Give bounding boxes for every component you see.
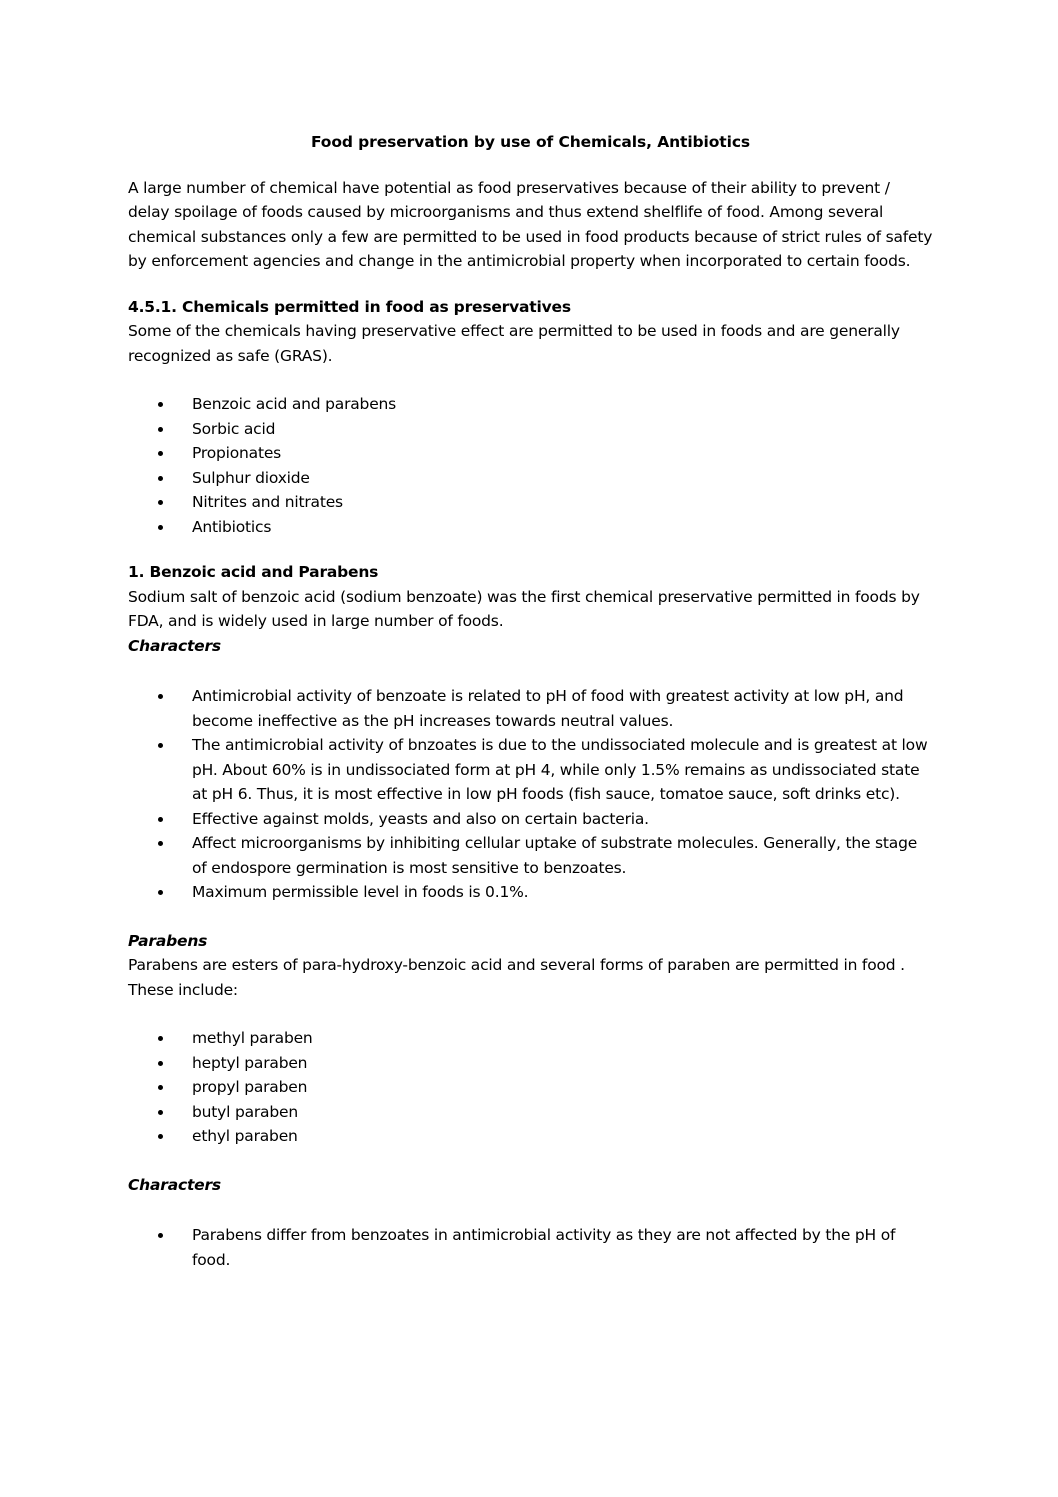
- list-item: heptyl paraben: [128, 1051, 933, 1076]
- spacer: [128, 368, 933, 392]
- permitted-chemicals-list: [128, 392, 933, 539]
- spacer: [128, 658, 933, 684]
- parabens-characters-label: Characters: [128, 1175, 221, 1194]
- benzoate-characters-list: [128, 684, 933, 905]
- list-item: Sulphur dioxide: [128, 466, 933, 491]
- list-item: The antimicrobial activity of bnzoates is due to the undissociated molecule and is greatest at low pH. About 60% is in undissociated form at pH 4, while only 1.5% remains as undissociated state at pH 6. Thus, it is most effective in low pH foods (fish sauce, tomatoe sauce, soft drinks etc).: [128, 733, 933, 807]
- list-item: ethyl paraben: [128, 1124, 933, 1149]
- list-item: methyl paraben: [128, 1026, 933, 1051]
- section-1-heading: 1. Benzoic acid and Parabens: [128, 563, 379, 581]
- list-item: Antibiotics: [128, 515, 933, 540]
- document-title: Food preservation by use of Chemicals, Antibiotics: [310, 133, 751, 151]
- list-item: Effective against molds, yeasts and also on certain bacteria.: [128, 807, 933, 832]
- list-item: Benzoic acid and parabens: [128, 392, 933, 417]
- document-body: [128, 130, 933, 1272]
- list-item: Propionates: [128, 441, 933, 466]
- spacer: [128, 1002, 933, 1026]
- list-item: butyl paraben: [128, 1100, 933, 1125]
- parabens-list: [128, 1026, 933, 1149]
- spacer: [128, 539, 933, 560]
- spacer: [128, 905, 933, 929]
- spacer: [128, 1197, 933, 1223]
- section-4-5-1-heading: 4.5.1. Chemicals permitted in food as preservatives: [128, 297, 571, 316]
- spacer: [128, 1149, 933, 1173]
- list-item: propyl paraben: [128, 1075, 933, 1100]
- intro-paragraph: A large number of chemical have potential as food preservatives because of their ability to prevent / delay spoilage of foods caused by microorganisms and thus extend shelflife of food. Among several chemical substances only a few are permitted to be used in food products because of strict rules of safety by enforcement agencies and change in the antimicrobial property when incorporated to certain foods.: [128, 178, 933, 270]
- list-item: Parabens differ from benzoates in antimicrobial activity as they are not affected by the pH of food.: [128, 1223, 933, 1272]
- section-1-text: Sodium salt of benzoic acid (sodium benzoate) was the first chemical preservative permitted in foods by FDA, and is widely used in large number of foods.: [128, 587, 920, 630]
- parabens-heading: Parabens: [128, 931, 208, 950]
- list-item: Antimicrobial activity of benzoate is related to pH of food with greatest activity at low pH, and become ineffective as the pH increases towards neutral values.: [128, 684, 933, 733]
- characters-label: Characters: [128, 636, 221, 655]
- parabens-text: Parabens are esters of para-hydroxy-benzoic acid and several forms of paraben are permitted in food . These include:: [128, 956, 905, 999]
- list-item: Sorbic acid: [128, 417, 933, 442]
- list-item: Maximum permissible level in foods is 0.1%.: [128, 880, 933, 905]
- parabens-characters-list: [128, 1223, 933, 1272]
- list-item: Nitrites and nitrates: [128, 490, 933, 515]
- section-4-5-1-text: Some of the chemicals having preservative effect are permitted to be used in foods and are generally recognized as safe (GRAS).: [128, 322, 900, 365]
- list-item: Affect microorganisms by inhibiting cellular uptake of substrate molecules. Generally, the stage of endospore germination is most sensitive to benzoates.: [128, 831, 933, 880]
